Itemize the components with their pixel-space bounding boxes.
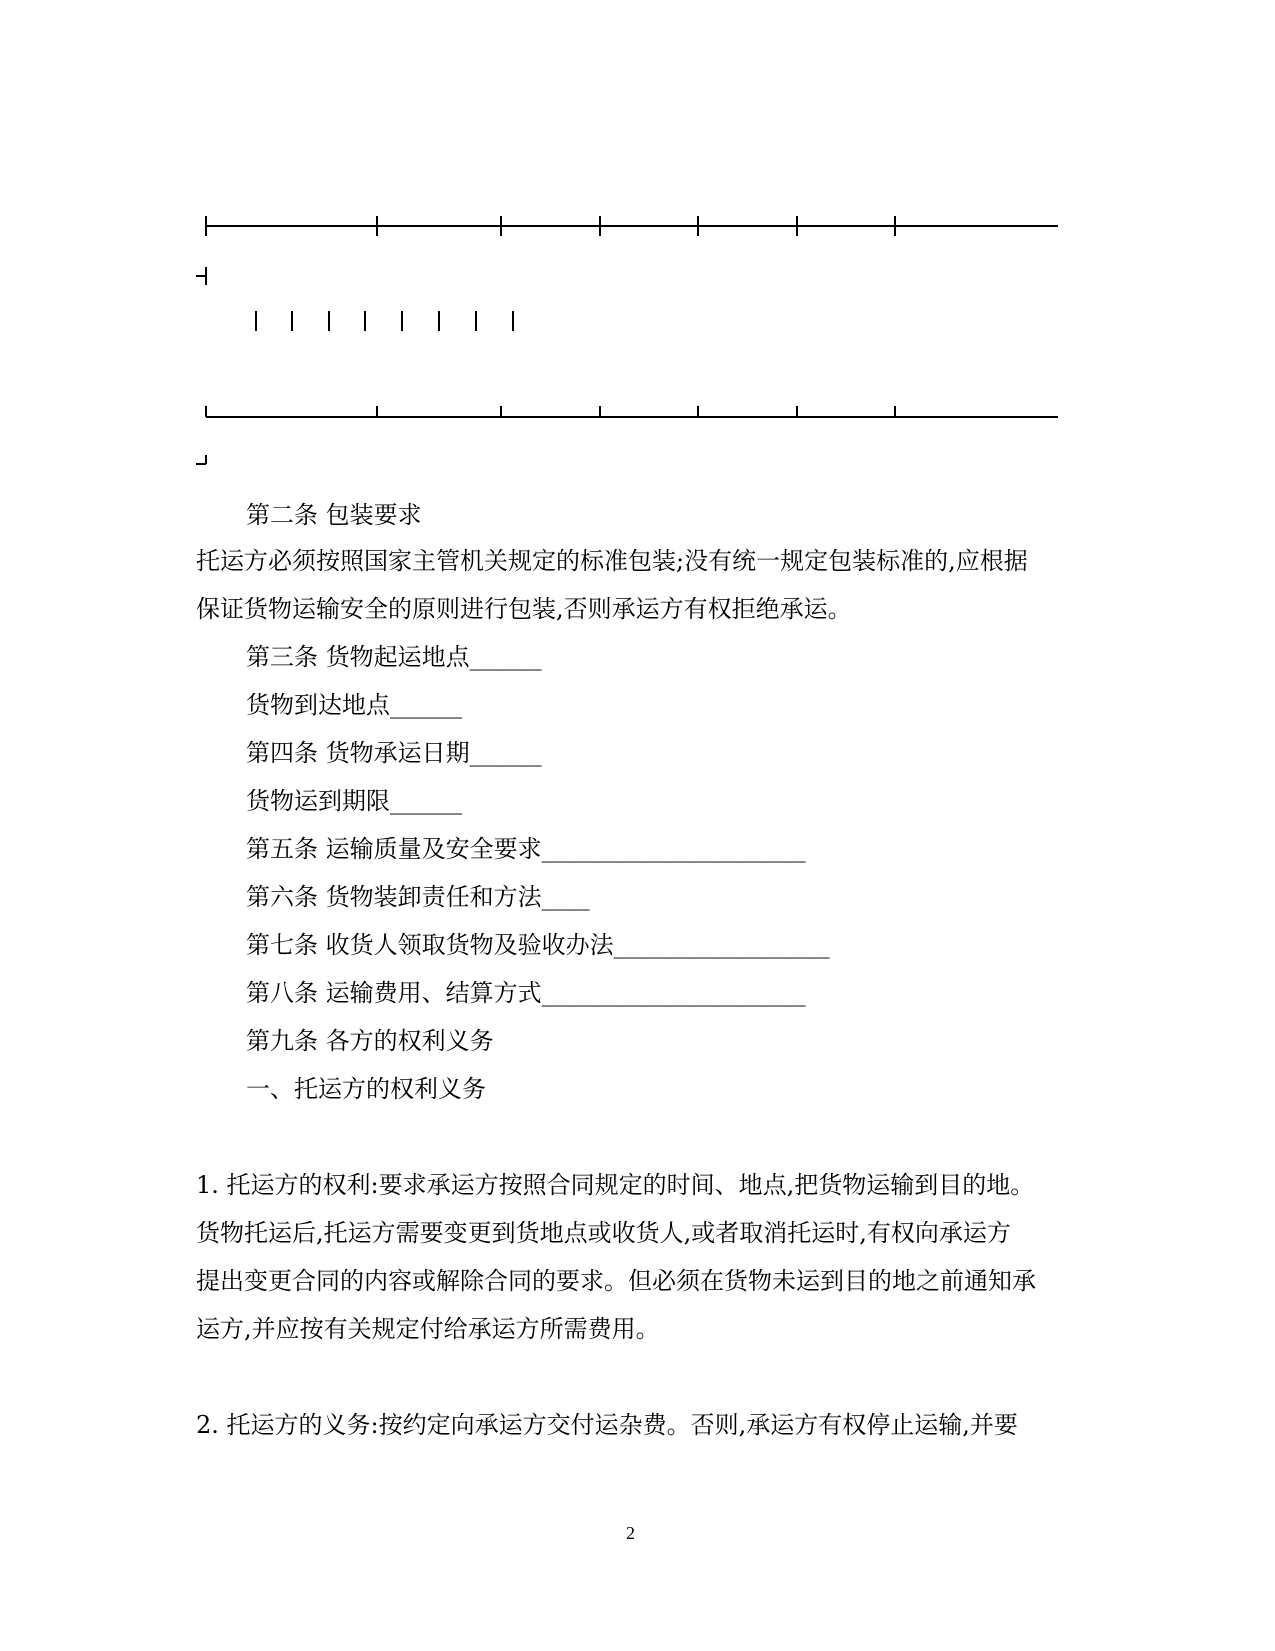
article-3-line-1: 第三条 货物起运地点______ <box>246 643 542 671</box>
article-7: 第七条 收货人领取货物及验收办法__________________ <box>246 931 830 959</box>
article-2-body-line-1: 托运方必须按照国家主管机关规定的标准包装;没有统一规定包装标准的,应根据 <box>196 547 1028 575</box>
item-1-line-4: 运方,并应按有关规定付给承运方所需费用。 <box>196 1315 660 1343</box>
article-6: 第六条 货物装卸责任和方法____ <box>246 883 590 911</box>
article-2-body-line-2: 保证货物运输安全的原则进行包装,否则承运方有权拒绝承运。 <box>196 595 852 623</box>
item-1-line-3: 提出变更合同的内容或解除合同的要求。但必须在货物未运到目的地之前通知承 <box>196 1267 1036 1295</box>
page-number: 2 <box>626 1523 635 1543</box>
article-4-line-1: 第四条 货物承运日期______ <box>246 739 542 767</box>
article-5: 第五条 运输质量及安全要求______________________ <box>246 835 806 863</box>
table-border-svg <box>0 0 1275 470</box>
article-3-line-2: 货物到达地点______ <box>246 691 462 719</box>
item-2-line-1: 2. 托运方的义务:按约定向承运方交付运杂费。否则,承运方有权停止运输,并要 <box>196 1411 1018 1439</box>
item-1-line-1: 1. 托运方的权利:要求承运方按照合同规定的时间、地点,把货物运输到目的地。 <box>196 1171 1035 1199</box>
article-9-section-1: 一、托运方的权利义务 <box>246 1075 486 1103</box>
article-4-line-2: 货物运到期限______ <box>246 787 462 815</box>
article-2-heading: 第二条 包装要求 <box>246 501 422 529</box>
article-8: 第八条 运输费用、结算方式______________________ <box>246 979 806 1007</box>
article-9-heading: 第九条 各方的权利义务 <box>246 1027 494 1055</box>
item-1-line-2: 货物托运后,托运方需要变更到货地点或收货人,或者取消托运时,有权向承运方 <box>196 1219 1011 1247</box>
